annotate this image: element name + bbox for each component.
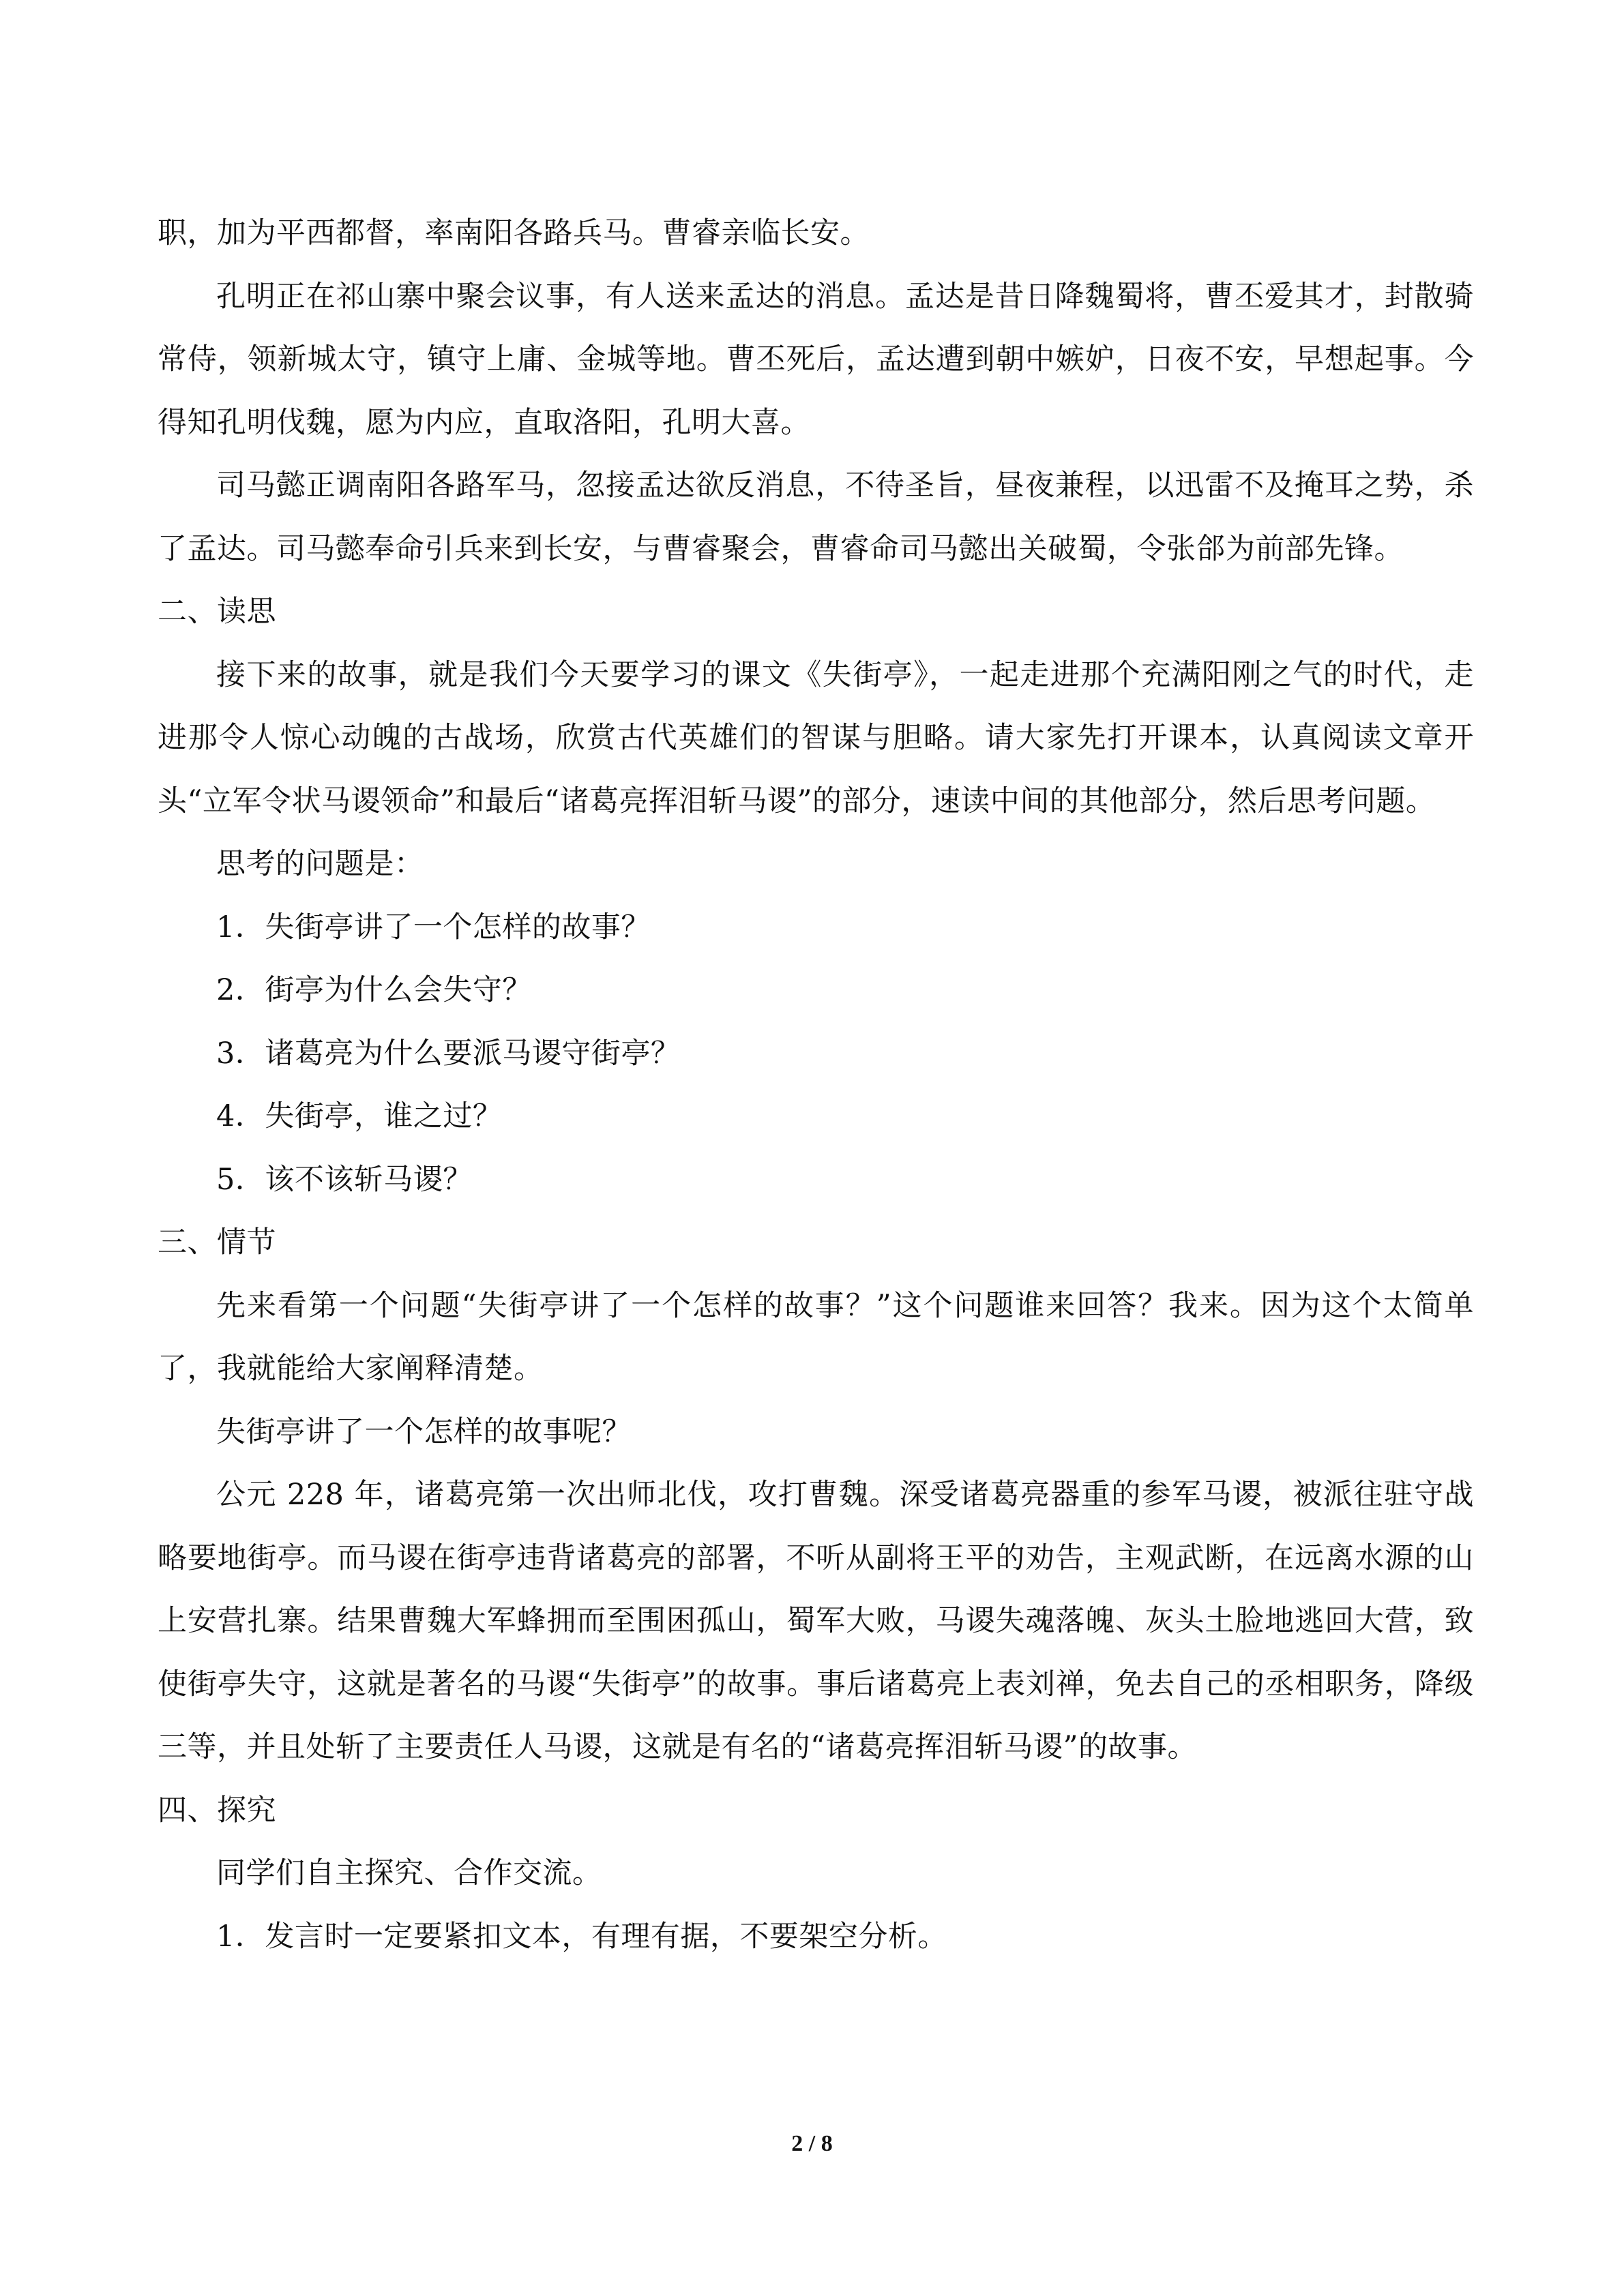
paragraph: 孔明正在祁山寨中聚会议事，有人送来孟达的消息。孟达是昔日降魏蜀将，曹丕爱其才，封散骑常侍，领新城太守，镇守上庸、金城等地。曹丕死后，孟达遭到朝中嫉妒，日夜不安，早想起事。今得知孔明伐魏，愿为内应，直取洛阳，孔明大喜。 [158,279,1474,440]
paragraph: 先来看第一个问题“失街亭讲了一个怎样的故事？”这个问题谁来回答？我来。因为这个太简单了，我就能给大家阐释清楚。 [158,1288,1474,1386]
question-item: 5．该不该斩马谡？ [216,1162,473,1197]
page-number: 2 / 8 [791,2131,833,2156]
question-item: 1．失街亭讲了一个怎样的故事？ [216,910,651,944]
section-heading: 三、情节 [158,1225,276,1259]
paragraph: 公元 228 年，诸葛亮第一次出师北伐，攻打曹魏。深受诸葛亮器重的参军马谡，被派往驻守战略要地街亭。而马谡在街亭违背诸葛亮的部署，不听从副将王平的劝告，主观武断，在远离水源的山上安营扎寨。结果曹魏大军蜂拥而至围困孤山，蜀军大败，马谡失魂落魄、灰头土脸地逃回大营，致使街亭失守，这就是著名的马谡“失街亭”的故事。事后诸葛亮上表刘禅，免去自己的丞相职务，降级三等，并且处斩了主要责任人马谡，这就是有名的“诸葛亮挥泪斩马谡”的故事。 [158,1478,1474,1764]
paragraph: 思考的问题是： [216,847,424,881]
list-item: 1．发言时一定要紧扣文本，有理有据，不要架空分析。 [216,1919,947,1954]
section-heading: 四、探究 [158,1793,276,1828]
paragraph: 接下来的故事，就是我们今天要学习的课文《失街亭》，一起走进那个充满阳刚之气的时代，走进那令人惊心动魄的古战场，欣赏古代英雄们的智谋与胆略。请大家先打开课本，认真阅读文章开头“立军令状马谡领命”和最后“诸葛亮挥泪斩马谡”的部分，速读中间的其他部分，然后思考问题。 [158,657,1474,818]
paragraph: 同学们自主探究、合作交流。 [216,1856,602,1890]
question-item: 2．街亭为什么会失守？ [216,973,532,1007]
paragraph: 司马懿正调南阳各路军马，忽接孟达欲反消息，不待圣旨，昼夜兼程，以迅雷不及掩耳之势，杀了孟达。司马懿奉命引兵来到长安，与曹睿聚会，曹睿命司马懿出关破蜀，令张郃为前部先锋。 [158,468,1474,566]
document-body [158,202,1474,1968]
section-heading: 二、读思 [158,595,276,629]
question-item: 3．诸葛亮为什么要派马谡守街亭？ [216,1036,681,1071]
question-item: 4．失街亭，谁之过？ [216,1099,503,1133]
paragraph: 失街亭讲了一个怎样的故事呢？ [216,1414,632,1449]
paragraph: 职，加为平西都督，率南阳各路兵马。曹睿亲临长安。 [158,216,870,250]
